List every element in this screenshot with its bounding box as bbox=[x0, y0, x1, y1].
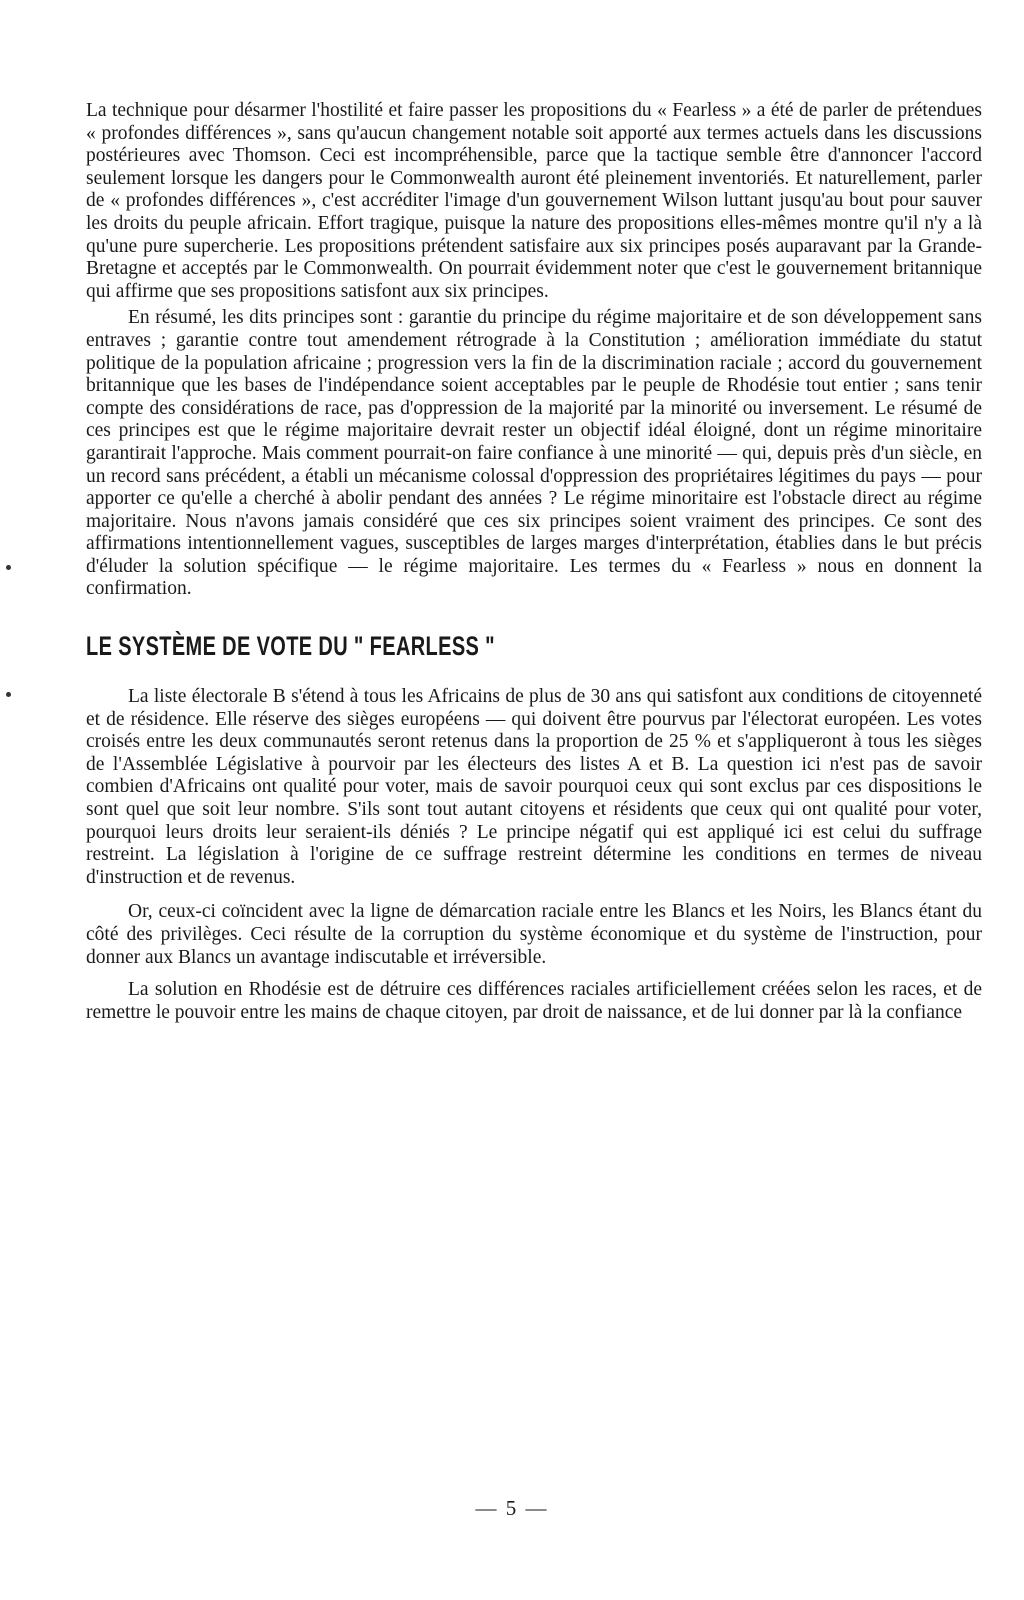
page-number: — 5 — bbox=[475, 1496, 549, 1520]
paragraph-six-principles: En résumé, les dits principes sont : garantie du principe du régime majoritaire et de son développement sans entraves ; garantie contre tout amendement rétrograde à la Constitution ; amélioration immédiate du statut politique de la population africaine ; progression vers la fin de la discrimination raciale ; accord du gouvernement britannique que les bases de l'indépendance soient acceptables par le peuple de Rhodésie tout entier ; sans tenir compte des considérations de race, pas d'oppression de la majorité par la minorité ou inversement. Le résumé de ces principes est que le régime majoritaire devrait rester un objectif idéal éloigné, dont un régime minoritaire garantirait l'approche. Mais comment pourrait-on faire confiance à une minorité — qui, depuis près d'un siècle, en un record sans précédent, a établi un mécanisme colossal d'oppression des propriétaires légitimes du pays — pour apporter ce qu'elle a cherché à abolir pendant des années ? Le régime minoritaire est l'obstacle direct au régime majoritaire. Nous n'avons jamais considéré que ces six principes soient vraiment des principes. Ce sont des affirmations intentionnellement vagues, susceptibles de larges marges d'interprétation, établies dans le but précis d'éluder la solution spécifique — le régime majoritaire. Les termes du « Fearless » nous en donnent la confirmation. bbox=[86, 307, 982, 600]
paragraph-solution: La solution en Rhodésie est de détruire ces différences raciales artificiellement créées selon les races, et de remettre le pouvoir entre les mains de chaque citoyen, par droit de naissance, et de lui donner par là la confiance bbox=[86, 979, 982, 1023]
paragraph-fearless-tactics: La technique pour désarmer l'hostilité et faire passer les propositions du « Fearless » a été de parler de prétendues « profondes différences », sans qu'aucun changement notable soit apporté aux termes actuels dans les discussions postérieures avec Thomson. Ceci est incompréhensible, parce que la tactique semble être d'annoncer l'accord seulement lorsque les dangers pour le Commonwealth auront été pleinement inventoriés. Et naturellement, parler de « profondes différences », c'est accréditer l'image d'un gouvernement Wilson luttant jusqu'au bout pour sauver les droits du peuple africain. Effort tragique, puisque la nature des propositions elles-mêmes montre qu'il n'y a là qu'une pure supercherie. Les propositions prétendent satisfaire aux six principes posés auparavant par la Grande-Bretagne et acceptés par le Commonwealth. On pourrait évidemment noter que c'est le gouvernement britannique qui affirme que ses propositions satisfont aux six principes. bbox=[86, 100, 982, 302]
margin-mark bbox=[6, 692, 11, 697]
section-heading: LE SYSTÈME DE VOTE DU " FEARLESS " bbox=[86, 631, 495, 662]
margin-mark bbox=[6, 565, 11, 570]
paragraph-racial-line: Or, ceux-ci coïncident avec la ligne de démarcation raciale entre les Blancs et les Noirs, les Blancs étant du côté des privilèges. Ceci résulte de la corruption du système économique et du système de l'instruction, pour donner aux Blancs un avantage indiscutable et irréversible. bbox=[86, 901, 982, 968]
paragraph-electoral-list: La liste électorale B s'étend à tous les Africains de plus de 30 ans qui satisfont aux conditions de citoyenneté et de résidence. Elle réserve des sièges européens — qui doivent être pourvus par l'électorat européen. Les votes croisés entre les deux communautés seront retenus dans la proportion de 25 % et s'appliqueront à tous les sièges de l'Assemblée Législative à pourvoir par les électeurs des listes A et B. La question ici n'est pas de savoir combien d'Africains ont qualité pour voter, mais de savoir pourquoi ceux qui sont exclus par ces dispositions le sont quel que soit leur nombre. S'ils sont tout autant citoyens et résidents que ceux qui ont qualité pour voter, pourquoi leurs droits leur seraient-ils déniés ? Le principe négatif qui est appliqué ici est celui du suffrage restreint. La législation à l'origine de ce suffrage restreint détermine les conditions en termes de niveau d'instruction et de revenus. bbox=[86, 686, 982, 888]
